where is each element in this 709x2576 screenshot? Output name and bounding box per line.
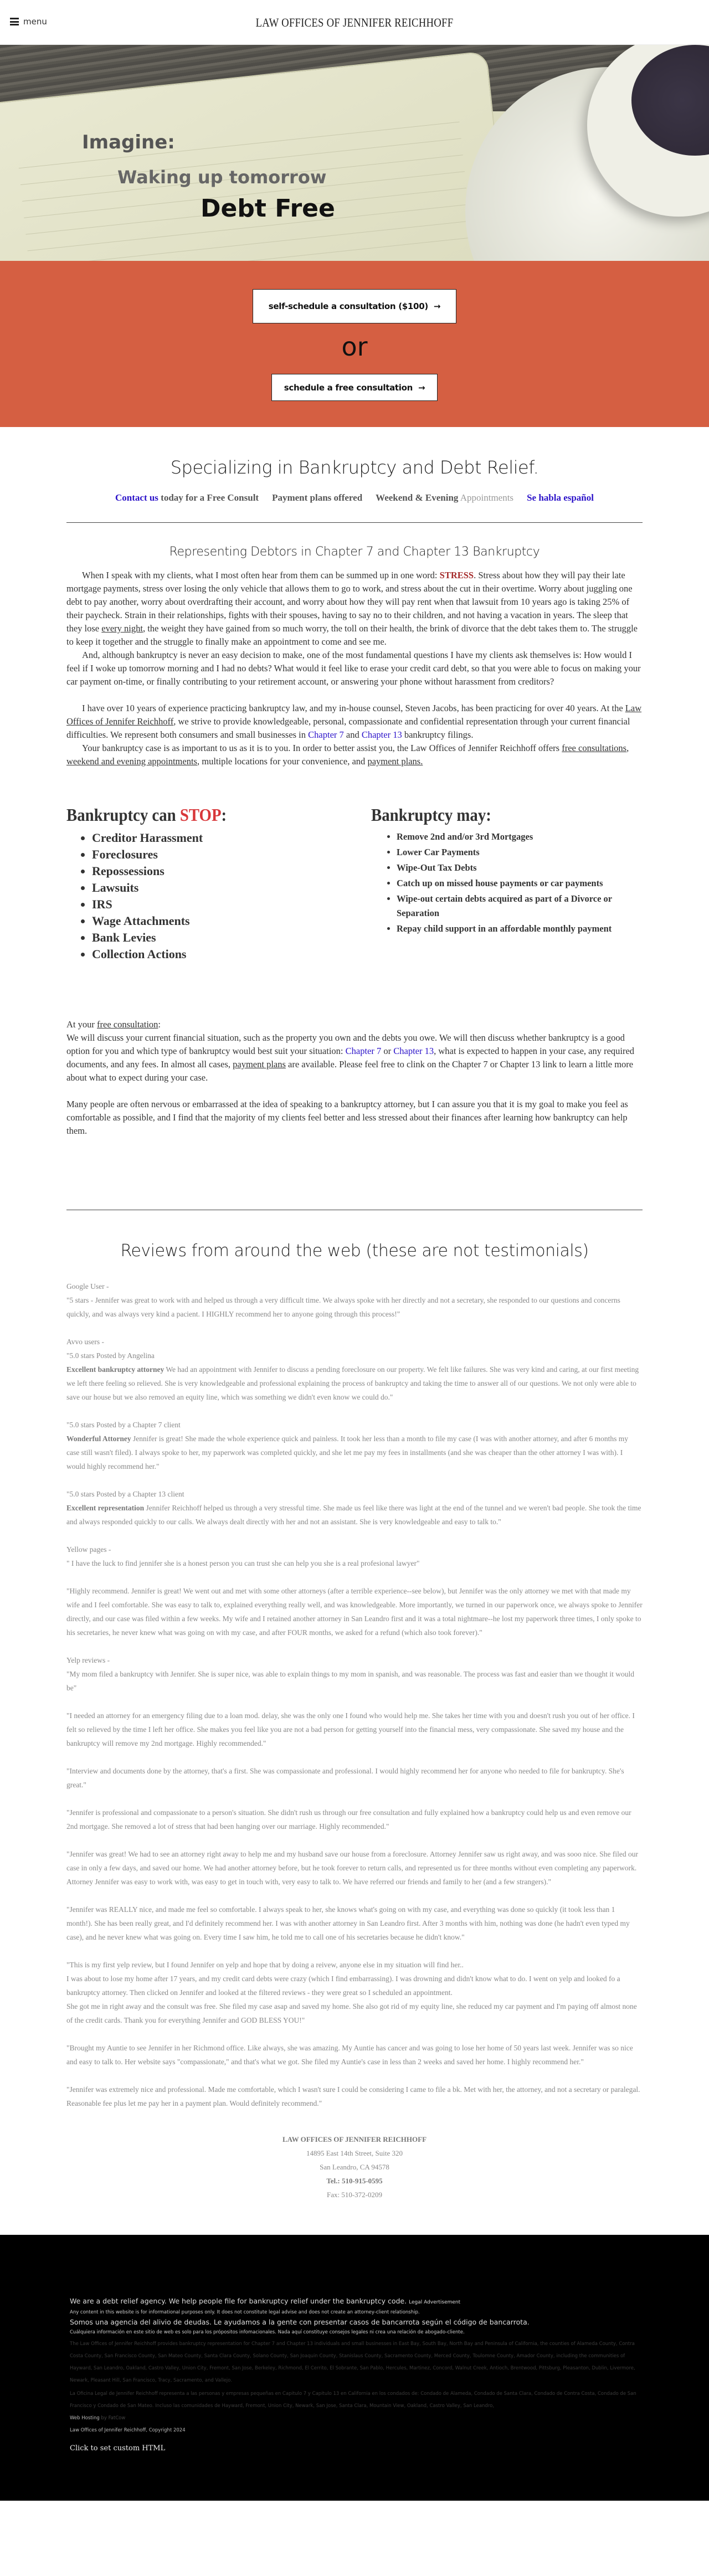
may-list xyxy=(397,830,643,936)
paragraph xyxy=(66,569,643,649)
review-body: Jennifer Reichhoff helped us through a very stressful time. She made us feel like there was light at the end of the tunnel and we weren't bad people. She took the time and always responded quickly to our calls. We always dealt directly with her and not an assistant. She is very knowledgeable and easy to talk to." xyxy=(66,1504,641,1526)
review-source: Avvo users - xyxy=(66,1338,104,1346)
review-text xyxy=(66,1501,643,1529)
underlined-link[interactable]: payment plans. xyxy=(367,756,423,767)
text: We will discuss your current financial situation, such as the property you own and the debts you owe. We will then discuss whether bankruptcy is a good option for you and which type of bankruptcy would best suit your situation: xyxy=(66,1032,625,1056)
review-text xyxy=(66,1709,643,1750)
review-text xyxy=(66,1487,643,1501)
or-text: or xyxy=(341,332,368,362)
review-body: "Interview and documents done by the attorney, that's a first. She was compassionate and professional. I would highly recommend her for anyone who needed to file for bankruptcy. She's great." xyxy=(66,1767,624,1789)
review-text xyxy=(66,1349,643,1362)
spacer xyxy=(66,2027,643,2041)
review-body: "Brought my Auntie to see Jennifer in her Richmond office. Like always, she was amazing. My Auntie has cancer and was going to lose her home of 50 years last week. Jennifer was so nice and easy to talk to. Her website says "compassionate," and that's what we got. She filed my Auntie's case in less than 2 weeks and saved her home. I highly recommend her." xyxy=(66,2044,633,2066)
list-item: • Catch up on missed house payments or car payments xyxy=(397,876,643,891)
review-text xyxy=(66,2083,643,2110)
underlined-link[interactable]: payment plans xyxy=(233,1059,286,1070)
bankruptcy-lists xyxy=(66,805,643,963)
review-text xyxy=(66,2041,643,2069)
review-text xyxy=(66,1903,643,1944)
text: , xyxy=(626,743,629,753)
feature-text: Weekend & Evening xyxy=(376,492,459,503)
section-subtitle: Representing Debtors in Chapter 7 and Chapter 13 Bankruptcy xyxy=(169,545,540,559)
text: I have over 10 years of experience practicing bankruptcy law, and my in-house counsel, Steven Jacobs, has been practicing for over 40 years. At the xyxy=(82,703,625,713)
list-item: • Bank Levies xyxy=(92,929,371,946)
list-item: • Wage Attachments xyxy=(92,913,371,929)
stress-emphasis: STRESS xyxy=(439,570,474,580)
list-item: • Wipe-Out Tax Debts xyxy=(397,861,643,875)
firm-name: LAW OFFICES OF JENNIFER REICHHOFF xyxy=(282,2135,427,2143)
review-body: "Jennifer was extremely nice and professional. Made me comfortable, which I wasn't sure I could be considering I came to file a bk. Met with her, the attorney, and not a secretary or paralegal. Reasonable fee plus let me pay her in a payment plan. Would definitely recommend." xyxy=(66,2085,640,2107)
review-body: "My mom filed a bankruptcy with Jennifer. She is super nice, was able to explain things to my mom in spanish, and was reasonable. The process was fast and easier than we thought it would be" xyxy=(66,1670,635,1692)
spacer xyxy=(66,1750,643,1764)
reviews-list xyxy=(66,1279,643,2110)
chapter-link[interactable]: Chapter 7 xyxy=(345,1046,382,1056)
menu-button[interactable] xyxy=(10,17,47,27)
review-body: "5.0 stars Posted by a Chapter 7 client xyxy=(66,1421,181,1429)
site-header xyxy=(0,0,709,45)
self-schedule-consultation-button[interactable] xyxy=(253,289,456,323)
review-text xyxy=(66,1806,643,1833)
text: And, although bankruptcy is never an easy decision to make, one of the most fundamental questions I have my clients ask themselves is: How would I feel if I woke up tomorrow morning and I had no debts? What would it feel like to erase your credit card debt, so that you were able to focus on making your car payment on-time, or finally contributing to your retirement account, or answering your phone without harassment from creditors? xyxy=(66,650,641,687)
review-body: "Jennifer was REALLY nice, and made me feel so comfortable. I always speak to her, she knows what's going on with my case, and everything was done so quickly (it took less than 1 month!). She has been really great, and I'd definitely recommend her. I was with another attorney in San Leandro first. After 3 months with him, nothing was done (he hadn't even typed my case), and he never knew what was going on. Every time I saw him, he told me to call one of his secretaries because he didn't know." xyxy=(66,1905,630,1941)
spanish-link[interactable]: Se habla español xyxy=(527,492,594,503)
feature-text: today for a Free Consult xyxy=(158,492,259,503)
review-text xyxy=(66,1418,643,1432)
can-stop-column xyxy=(66,805,371,963)
underlined-link[interactable]: free consultations xyxy=(562,743,627,753)
paragraph xyxy=(66,649,643,688)
site-footer xyxy=(0,2235,709,2501)
copyright: Law Offices of Jennifer Reichhoff, Copyright 2024 xyxy=(70,2428,186,2433)
spacer xyxy=(66,688,643,702)
text: , what is expected to happen in your case, any required documents, and any fees. In almost all cases, xyxy=(66,1046,635,1070)
review-text xyxy=(66,1432,643,1473)
spacer xyxy=(66,1792,643,1806)
review-headline: Excellent representation xyxy=(66,1504,145,1512)
hero-line-1: Imagine: xyxy=(82,131,175,153)
review-body: "Highly recommend. Jennifer is great! We went out and met with some other attorneys (after a terrible experience--see below), but Jennifer was the only attorney we met with that made my wife and I feel comfortable. She was easy to talk to, explained everything really well, and was knowledgeable. More importantly, we turned in our paperwork once, we always spoke to Jennifer directly, and our case was filed within a few weeks. My wife and I retained another attorney in San Leandro first and it was a total nightmare--he lost my paperwork three times, I only spoke to his secretaries, he never knew what was going on with my case, and after FOUR months, we asked for a refund (which also took forever)." xyxy=(66,1587,643,1637)
review-text xyxy=(66,1764,643,1792)
spacer xyxy=(66,1833,643,1847)
paragraph xyxy=(66,742,643,768)
spacer xyxy=(66,2069,643,2083)
service-area-en: The Law Offices of Jennifer Reichhoff provides bankruptcy representation for Chapter 7 and Chapter 13 individuals and small businesses in East Bay, South Bay, North Bay and Peninsula of California, the counties of Alameda County, Contra Costa County, San Francisco County, San Mateo County, Santa Clara County, Solano County, San Joaquin County, Stanislaus County, Sacramento County, Merced County, Toulomne County, Amador County, including the communities of Hayward, San Leandro, Oakland, Castro Valley, Union City, Fremont, San Jose, Berkeley, Richmond, El Cerrito, El Sobrante, San Pablo, Hercules, Martinez, Concord, Walnut Creek, Antioch, Brentwood, Pittsburg, Pleasanton, Dublin, Livermore, Newark, Pleasant Hill, San Francisco, Tracy, Sacramento, and Vallejo. xyxy=(70,2341,635,2383)
text: , we strive to provide knowledgeable, personal, compassionate and confidential representation through your current financial difficulties. We represent both consumers and small businesses in xyxy=(66,716,630,740)
text: Your bankruptcy case is as important to us as it is to you. In order to better assist you, the Law Offices of Jennifer Reichhoff offers xyxy=(82,743,562,753)
spacer xyxy=(66,1695,643,1709)
may-heading: Bankruptcy may: xyxy=(371,805,491,825)
service-area-es: La Oficina Legal de Jennifer Reichhoff representa a las personas y empresas pequeñas en Capitulo 7 y Capitulo 13 en California en los condados de: Condado de Alameda, Condado de Santa Clara, Condado de Contra Costa, Condado de San Francisco y Condado de San Mateo. Incluso las comunidades de Hayward, Fremont, Union City, Newark, San Jose, Santa Clara, Mountain View, Oakland, Castro Valley, San Leandro, xyxy=(70,2391,636,2409)
spacer xyxy=(66,1639,643,1653)
feature-weekend xyxy=(376,492,513,503)
contact-us-link[interactable]: Contact us xyxy=(115,492,158,503)
spacer xyxy=(66,1529,643,1542)
paragraph xyxy=(66,1031,643,1084)
review-body: "Jennifer was great! We had to see an attorney right away to help me and my husband save our house from a foreclosure. Attorney Jennifer saw us right away, and was sooo nice. She filed our case in only a few days, and saved our home. We had another attorney before, but he took forever to return calls, and represented us for three months without even completing any paperwork. Attorney Jennifer was easy to work with, was easy to get in touch with, very easy to talk to. We have referred our friends and family to her (and a few strangers)." xyxy=(66,1850,638,1886)
agency-statement-en xyxy=(70,2296,646,2308)
list-item: • Lower Car Payments xyxy=(397,845,643,860)
list-item: • Creditor Harassment xyxy=(92,830,371,846)
can-stop-heading xyxy=(66,805,341,825)
review-text xyxy=(66,1584,643,1639)
review-source: Yelp reviews - xyxy=(66,1656,110,1664)
review-text xyxy=(66,1362,643,1404)
footer-text: We are a debt relief agency. We help people file for bankruptcy relief under the bankruptcy code. xyxy=(70,2297,407,2305)
list-item: • Foreclosures xyxy=(92,846,371,863)
free-consultation-button[interactable] xyxy=(271,374,438,401)
text: Many people are often nervous or embarrassed at the idea of speaking to a bankruptcy attorney, but I can assure you that it is my goal to make you feel as comfortable as possible, and I find that the majority of my clients feel better and less stressed about their finances after learning how bankruptcy can help them. xyxy=(66,1099,628,1136)
hosting-credit xyxy=(70,2412,646,2424)
review-source: Yellow pages - xyxy=(66,1545,111,1554)
can-stop-list xyxy=(92,830,371,963)
feature-payment: Payment plans offered xyxy=(272,492,363,503)
button-label: schedule a free consultation xyxy=(284,382,413,393)
city-address: San Leandro, CA 94578 xyxy=(320,2163,389,2171)
stop-word: STOP xyxy=(179,805,222,825)
disclaimer-en: Any content in this website is for informational purposes only. It does not constitute legal advise and does not create an attorney-client relationship. xyxy=(70,2310,420,2315)
text: , multiple locations for your convenience, and xyxy=(197,756,368,767)
menu-label: menu xyxy=(23,17,47,27)
feature-contact xyxy=(115,492,259,503)
review-body: "Jennifer is professional and compassionate to a person's situation. She didn't rush us through our free consultation and fully explained how a bankruptcy could help us and even remove our 2nd mortgage. She removed a lot of stress that had been hanging over our marriage. Highly recommended." xyxy=(66,1808,631,1831)
divider xyxy=(66,522,643,523)
review-body: "5 stars - Jennifer was great to work with and helped us through a very difficult time. We always spoke with her directly and not a secretary, she responded to our questions and concerns quickly, and was always very kind a pacient. I HIGHLY recommend her to anyone going through this process!" xyxy=(66,1296,620,1318)
disclaimer-es: Cuálquiera información en este sitio de web es solo para los própositos infomacionales. Nada aquí constituye consejos legales ni crea una relación de abogado-cliente. xyxy=(70,2330,465,2335)
site-title[interactable]: LAW OFFICES OF JENNIFER REICHHOFF xyxy=(255,16,454,29)
spacer xyxy=(66,1473,643,1487)
list-item: • Repossessions xyxy=(92,863,371,880)
spacer xyxy=(66,1570,643,1584)
review-text xyxy=(66,1999,643,2027)
review-body: We had an appointment with Jennifer to discuss a pending foreclosure on our property. We felt like failures. She was very kind and caring, at our first meeting we left there feeling so relieved. She is very knowledgeable and professional explaining the process of bankruptcy and taking the time to answer all of our questions. We not only were able to save our house but we also removed an equity line, which was something we didn't even know we could do." xyxy=(66,1365,639,1401)
hero-banner xyxy=(0,45,709,261)
spacer xyxy=(66,1084,643,1098)
review-body: "This is my first yelp review, but I found Jennifer on yelp and hope that by doing a reivew, anyone else in my situation will find her.. xyxy=(66,1961,464,1969)
may-column xyxy=(371,805,643,963)
review-body: " I have the luck to find jennifer she is a honest person you can trust she can help you she is a real profesional lawyer" xyxy=(66,1559,420,1567)
reviews-title: Reviews from around the web (these are not testimonials) xyxy=(120,1241,589,1261)
list-item: • Repay child support in an affordable monthly payment xyxy=(397,922,643,936)
text: When I speak with my clients, what I most often hear from them can be summed up in one word: xyxy=(82,570,440,580)
heading-text: : xyxy=(221,805,227,825)
spacer xyxy=(66,1944,643,1958)
review-headline: Excellent bankruptcy attorney xyxy=(66,1365,165,1374)
feature-bar xyxy=(66,492,643,503)
spacer xyxy=(66,1404,643,1418)
agency-statement-es: Somos una agencia del alivio de deudas. Le ayudamos a la gente con presentar casos de bancarrota según el código de bancarrota. xyxy=(70,2318,530,2326)
underlined-link[interactable]: every night xyxy=(101,623,143,634)
button-label: self-schedule a consultation ($100) xyxy=(268,301,428,311)
text: , the weight they have gained from so much worry, the toll on their health, the brink of divorce that the debt takes them to. The struggle to keep it together and the struggle to finally make an appointment to come and see me. xyxy=(66,623,638,647)
section-title: Specializing in Bankruptcy and Debt Relief. xyxy=(170,457,539,478)
list-item: • Wipe-out certain debts acquired as part of a Divorce or Separation xyxy=(397,892,643,921)
review-body: I was about to lose my home after 17 years, and my credit card debts were crazy (which I find embarrassing). I was drowning and didn't know what to do. I went on yelp and looked fo a bankruptcy attorney. Then clicked on Jennifer and looked at the filtered reviews - they were great so I scheduled an appointment. xyxy=(66,1975,620,1997)
review-text xyxy=(66,1958,643,1972)
intro-body xyxy=(66,569,643,768)
consultation-body xyxy=(66,1018,643,1138)
review-text xyxy=(66,1293,643,1321)
review-body: "I needed an attorney for an emergency filing due to a loan mod. delay, she was the only one I found who would help me. She takes her time with you and doesn't rush you out of her office. I felt so relieved by the time I left her office. She makes you feel like you are not a bad person for getting yourself into the financial mess, very compassionate. She saved my house and the bankruptcy will remove my 2nd mortgage. Highly recommended." xyxy=(66,1711,635,1747)
feature-text: Appointments xyxy=(458,492,514,503)
telephone[interactable]: Tel.: 510-915-0595 xyxy=(326,2177,383,2185)
list-item: • Collection Actions xyxy=(92,946,371,963)
address-block xyxy=(66,2132,643,2235)
text: : xyxy=(158,1019,161,1030)
text: are available. Please feel free to clink on the Chapter 7 or Chapter 13 link to learn a little more about what to expect during your case. xyxy=(66,1059,634,1083)
chapter-link[interactable]: Chapter 13 xyxy=(393,1046,434,1056)
heading-text: Bankruptcy can xyxy=(66,805,180,825)
street-address: 14895 East 14th Street, Suite 320 xyxy=(306,2149,403,2157)
text: bankruptcy filings. xyxy=(402,729,474,740)
review-body: "5.0 stars Posted by Angelina xyxy=(66,1351,155,1360)
custom-html-placeholder[interactable]: Click to set custom HTML xyxy=(70,2444,166,2452)
hamburger-icon xyxy=(10,18,19,25)
cta-section xyxy=(0,261,709,427)
review-body: She got me in right away and the consult was free. She filed my case asap and saved my home. She also got rid of my equity line, she reduced my car payment and I'm paying off almost none of the credit cards. Thank you for everything Jennifer and GOD BLESS YOU!" xyxy=(66,2002,637,2024)
review-body: Jennifer is great! She made the whole experience quick and painless. It took her less than a month to file my case (I was with another attorney, and after 6 months my case still wasn't filed). I always spoke to her, my paperwork was completed quickly, and she let me pay my fees in installments (and she was cheaper than the other attorney I was with). I would highly recommend her." xyxy=(66,1434,628,1470)
chapter-link[interactable]: Chapter 13 xyxy=(361,729,402,740)
chapter-link[interactable]: Chapter 7 xyxy=(308,729,344,740)
underlined-link[interactable]: weekend and evening appointments xyxy=(66,756,197,767)
paragraph xyxy=(66,1098,643,1138)
hero-line-2: Waking up tomorrow xyxy=(117,167,327,188)
review-text xyxy=(66,1972,643,1999)
underlined-link[interactable]: free consultation xyxy=(97,1019,158,1030)
review-text xyxy=(66,1847,643,1889)
text: or xyxy=(381,1046,394,1056)
spacer xyxy=(66,1889,643,1903)
review-text xyxy=(66,1556,643,1570)
list-item: • IRS xyxy=(92,896,371,913)
hero-line-3: Debt Free xyxy=(201,194,335,223)
paragraph xyxy=(66,1018,643,1031)
spacer xyxy=(66,1321,643,1335)
underlined-link[interactable]: Law Offices of Jennifer Reichhoff xyxy=(66,703,642,727)
arrow-right-icon: → xyxy=(418,382,425,393)
paragraph xyxy=(66,702,643,742)
text: and xyxy=(343,729,362,740)
hosting-by[interactable]: by FatCow xyxy=(99,2415,126,2421)
list-item: • Lawsuits xyxy=(92,880,371,896)
legal-ad-label: Legal Advertisement xyxy=(409,2300,461,2305)
arrow-right-icon: → xyxy=(433,301,441,311)
review-text xyxy=(66,1667,643,1695)
main-content xyxy=(66,457,643,2235)
review-headline: Wonderful Attorney xyxy=(66,1434,131,1443)
web-hosting-link[interactable]: Web Hosting xyxy=(70,2415,100,2421)
text: At your xyxy=(66,1019,97,1030)
fax: Fax: 510-372-0209 xyxy=(326,2191,383,2199)
text: . Stress about how they will pay their late mortgage payments, stress over losing the only vehicle that allows them to go to work, and stress about the cut in their overtime. Worry about juggling one debt to pay another, worry about overdrafting their account, and worry about how they will pay rent when that lawsuit from 10 years ago is taking 25% of their paycheck. Strain in their relationships, fights with their spouses, having to say no to their children, and not having a vacation in years. The sleep that they lose xyxy=(66,570,633,634)
list-item: • Remove 2nd and/or 3rd Mortgages xyxy=(397,830,643,844)
review-source: Google User - xyxy=(66,1282,109,1290)
review-body: "5.0 stars Posted by a Chapter 13 client xyxy=(66,1490,184,1498)
